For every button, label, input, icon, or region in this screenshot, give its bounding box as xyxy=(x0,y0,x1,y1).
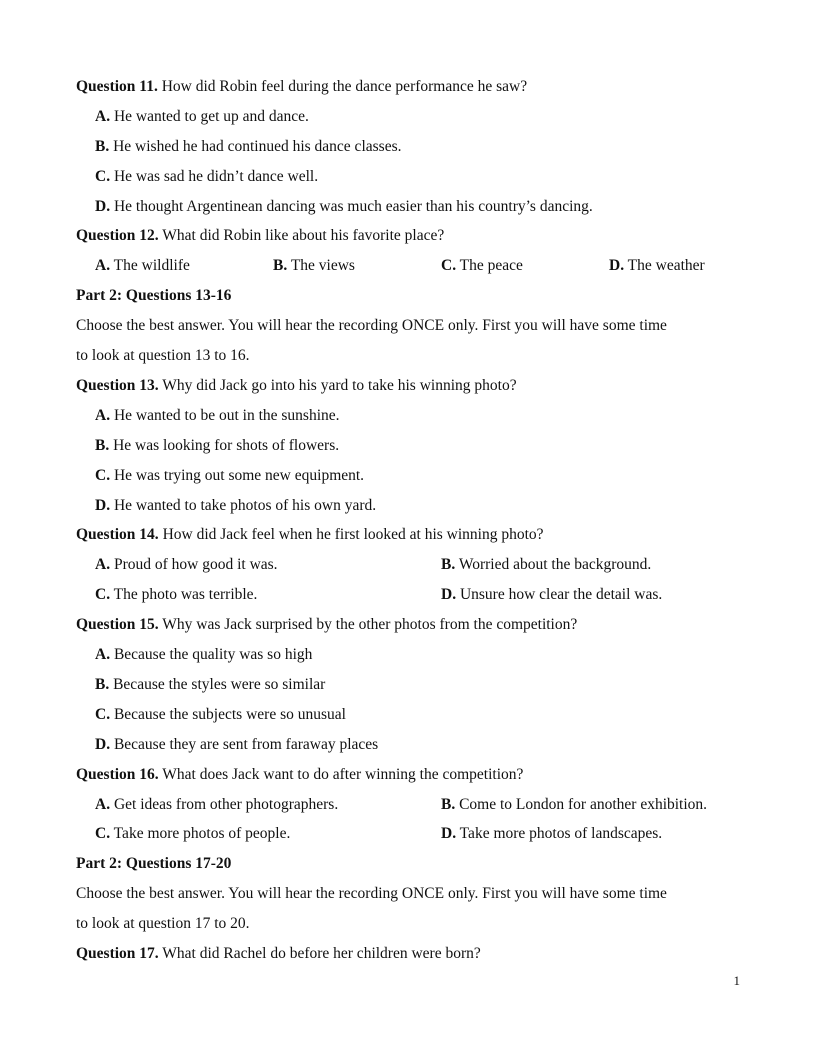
question-text: Why did Jack go into his yard to take his winning photo? xyxy=(158,377,517,394)
option-text: He was sad he didn’t dance well. xyxy=(110,168,319,185)
option-d xyxy=(95,735,378,755)
option-key: B. xyxy=(95,437,110,454)
option-key: A. xyxy=(95,556,111,573)
option-text: He was looking for shots of flowers. xyxy=(109,437,340,454)
question-text: What did Rachel do before her children were born? xyxy=(158,945,481,962)
option-key: C. xyxy=(441,257,457,274)
option-text: Proud of how good it was. xyxy=(110,556,278,573)
option-b xyxy=(273,256,355,276)
option-text: The photo was terrible. xyxy=(110,586,258,603)
option-key: C. xyxy=(95,825,111,842)
option-key: A. xyxy=(95,108,111,125)
option-key: D. xyxy=(441,825,457,842)
question-16 xyxy=(76,765,523,785)
option-text: Worried about the background. xyxy=(455,556,652,573)
option-a xyxy=(95,406,340,426)
question-number: Question 11. xyxy=(76,78,158,95)
option-a xyxy=(95,555,278,575)
option-text: Come to London for another exhibition. xyxy=(455,796,708,813)
option-b xyxy=(95,675,325,695)
option-text: Because they are sent from faraway places xyxy=(110,736,379,753)
question-number: Question 15. xyxy=(76,616,159,633)
option-text: The wildlife xyxy=(110,257,190,274)
question-12 xyxy=(76,226,444,246)
option-c xyxy=(95,167,318,187)
option-key: D. xyxy=(95,736,111,753)
option-text: Take more photos of people. xyxy=(110,825,291,842)
option-key: B. xyxy=(441,556,456,573)
option-d xyxy=(441,824,662,844)
option-d xyxy=(609,256,705,276)
question-text: How did Jack feel when he first looked at his winning photo? xyxy=(158,526,544,543)
option-c xyxy=(95,824,290,844)
option-text: The weather xyxy=(624,257,705,274)
question-number: Question 17. xyxy=(76,945,159,962)
option-b xyxy=(441,795,707,815)
option-key: A. xyxy=(95,796,111,813)
question-17 xyxy=(76,944,481,964)
option-b xyxy=(95,436,339,456)
option-c xyxy=(95,705,346,725)
option-key: B. xyxy=(95,676,110,693)
instructions-line: Choose the best answer. You will hear the recording ONCE only. First you will have some time xyxy=(76,317,667,334)
option-text: The views xyxy=(287,257,355,274)
question-text: What did Robin like about his favorite place? xyxy=(158,227,445,244)
option-key: B. xyxy=(273,257,288,274)
option-key: B. xyxy=(441,796,456,813)
question-13 xyxy=(76,376,517,396)
option-key: D. xyxy=(95,198,111,215)
instructions-line: to look at question 13 to 16. xyxy=(76,347,250,364)
option-c xyxy=(441,256,523,276)
option-c xyxy=(95,466,364,486)
option-text: Because the quality was so high xyxy=(110,646,313,663)
instructions-line: to look at question 17 to 20. xyxy=(76,915,250,932)
option-text: Because the subjects were so unusual xyxy=(110,706,346,723)
option-text: He thought Argentinean dancing was much easier than his country’s dancing. xyxy=(110,198,593,215)
option-key: D. xyxy=(95,497,111,514)
option-key: D. xyxy=(441,586,457,603)
option-text: Take more photos of landscapes. xyxy=(456,825,663,842)
option-key: C. xyxy=(95,706,111,723)
option-key: A. xyxy=(95,646,111,663)
question-11 xyxy=(76,77,527,97)
question-text: Why was Jack surprised by the other photos from the competition? xyxy=(158,616,578,633)
option-a xyxy=(95,256,190,276)
question-15 xyxy=(76,615,577,635)
option-key: C. xyxy=(95,586,111,603)
option-b xyxy=(95,137,401,157)
option-d xyxy=(441,585,662,605)
instructions-line: Choose the best answer. You will hear the recording ONCE only. First you will have some time xyxy=(76,885,667,902)
option-text: Because the styles were so similar xyxy=(109,676,326,693)
page-number: 1 xyxy=(733,973,740,988)
option-key: A. xyxy=(95,407,111,424)
option-text: He wished he had continued his dance classes. xyxy=(109,138,402,155)
question-14 xyxy=(76,525,544,545)
section-heading: Part 2: Questions 13-16 xyxy=(76,287,232,304)
option-text: Get ideas from other photographers. xyxy=(110,796,339,813)
option-key: A. xyxy=(95,257,111,274)
option-a xyxy=(95,645,312,665)
question-text: What does Jack want to do after winning the competition? xyxy=(158,766,524,783)
question-number: Question 16. xyxy=(76,766,159,783)
option-key: B. xyxy=(95,138,110,155)
option-key: C. xyxy=(95,467,111,484)
question-number: Question 12. xyxy=(76,227,159,244)
option-text: He wanted to take photos of his own yard. xyxy=(110,497,377,514)
option-b xyxy=(441,555,651,575)
option-text: The peace xyxy=(456,257,523,274)
question-number: Question 14. xyxy=(76,526,159,543)
option-d xyxy=(95,197,593,217)
option-a xyxy=(95,795,338,815)
option-text: He wanted to be out in the sunshine. xyxy=(110,407,340,424)
option-d xyxy=(95,496,376,516)
option-text: Unsure how clear the detail was. xyxy=(456,586,663,603)
question-text: How did Robin feel during the dance performance he saw? xyxy=(157,78,528,95)
question-number: Question 13. xyxy=(76,377,159,394)
option-text: He wanted to get up and dance. xyxy=(110,108,309,125)
section-heading: Part 2: Questions 17-20 xyxy=(76,855,232,872)
option-c xyxy=(95,585,257,605)
option-a xyxy=(95,107,309,127)
option-key: D. xyxy=(609,257,625,274)
option-key: C. xyxy=(95,168,111,185)
option-text: He was trying out some new equipment. xyxy=(110,467,365,484)
